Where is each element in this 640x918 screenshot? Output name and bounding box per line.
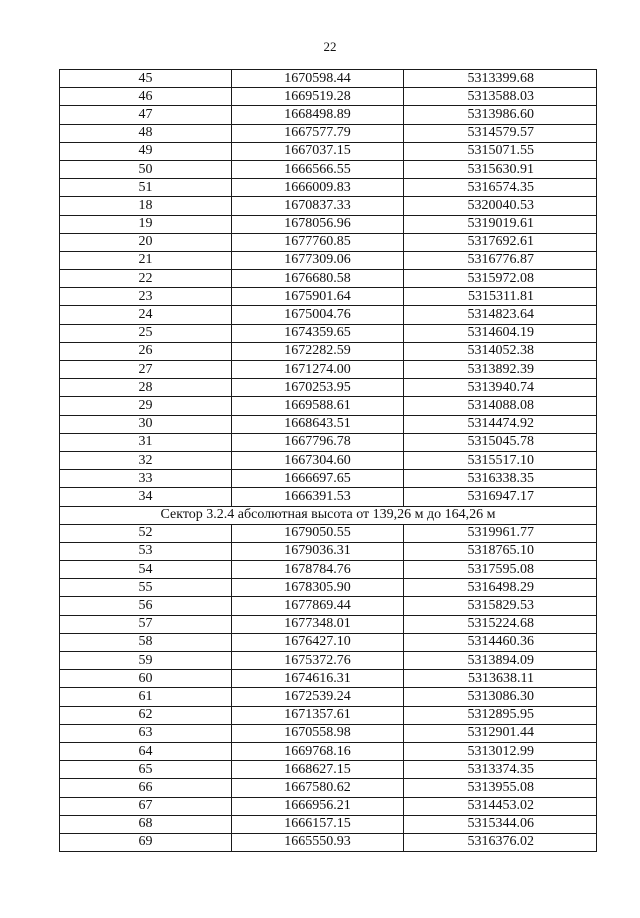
table-row xyxy=(60,142,597,160)
point-number-cell: 56 xyxy=(60,597,232,615)
y-coordinate-cell: 5314579.57 xyxy=(404,124,597,142)
y-coordinate-cell: 5315071.55 xyxy=(404,142,597,160)
point-number-cell: 63 xyxy=(60,724,232,742)
table-row xyxy=(60,361,597,379)
y-coordinate-cell: 5315045.78 xyxy=(404,433,597,451)
table-row xyxy=(60,815,597,833)
x-coordinate-cell: 1677309.06 xyxy=(232,251,404,269)
coordinates-table xyxy=(59,69,597,852)
x-coordinate-cell: 1666157.15 xyxy=(232,815,404,833)
table-row xyxy=(60,633,597,651)
point-number-cell: 50 xyxy=(60,160,232,178)
point-number-cell: 52 xyxy=(60,524,232,542)
table-row xyxy=(60,615,597,633)
y-coordinate-cell: 5317595.08 xyxy=(404,561,597,579)
point-number-cell: 66 xyxy=(60,779,232,797)
y-coordinate-cell: 5319961.77 xyxy=(404,524,597,542)
table-row xyxy=(60,833,597,851)
table-row xyxy=(60,433,597,451)
x-coordinate-cell: 1670253.95 xyxy=(232,379,404,397)
point-number-cell: 45 xyxy=(60,70,232,88)
y-coordinate-cell: 5314604.19 xyxy=(404,324,597,342)
x-coordinate-cell: 1675372.76 xyxy=(232,652,404,670)
x-coordinate-cell: 1669519.28 xyxy=(232,88,404,106)
y-coordinate-cell: 5315972.08 xyxy=(404,270,597,288)
x-coordinate-cell: 1677760.85 xyxy=(232,233,404,251)
table-row xyxy=(60,579,597,597)
y-coordinate-cell: 5314453.02 xyxy=(404,797,597,815)
y-coordinate-cell: 5316947.17 xyxy=(404,488,597,506)
x-coordinate-cell: 1668643.51 xyxy=(232,415,404,433)
y-coordinate-cell: 5316574.35 xyxy=(404,179,597,197)
point-number-cell: 23 xyxy=(60,288,232,306)
point-number-cell: 57 xyxy=(60,615,232,633)
table-row xyxy=(60,797,597,815)
y-coordinate-cell: 5316338.35 xyxy=(404,470,597,488)
point-number-cell: 47 xyxy=(60,106,232,124)
point-number-cell: 53 xyxy=(60,542,232,560)
x-coordinate-cell: 1666956.21 xyxy=(232,797,404,815)
y-coordinate-cell: 5315224.68 xyxy=(404,615,597,633)
point-number-cell: 55 xyxy=(60,579,232,597)
point-number-cell: 34 xyxy=(60,488,232,506)
y-coordinate-cell: 5312895.95 xyxy=(404,706,597,724)
table-row xyxy=(60,397,597,415)
y-coordinate-cell: 5319019.61 xyxy=(404,215,597,233)
table-row xyxy=(60,179,597,197)
x-coordinate-cell: 1667304.60 xyxy=(232,451,404,469)
table-row xyxy=(60,270,597,288)
table-row xyxy=(60,88,597,106)
x-coordinate-cell: 1667037.15 xyxy=(232,142,404,160)
x-coordinate-cell: 1677869.44 xyxy=(232,597,404,615)
y-coordinate-cell: 5315344.06 xyxy=(404,815,597,833)
table-row xyxy=(60,415,597,433)
point-number-cell: 26 xyxy=(60,342,232,360)
point-number-cell: 20 xyxy=(60,233,232,251)
table-row xyxy=(60,688,597,706)
table-row xyxy=(60,742,597,760)
x-coordinate-cell: 1670558.98 xyxy=(232,724,404,742)
x-coordinate-cell: 1675004.76 xyxy=(232,306,404,324)
y-coordinate-cell: 5313012.99 xyxy=(404,742,597,760)
y-coordinate-cell: 5313894.09 xyxy=(404,652,597,670)
x-coordinate-cell: 1679050.55 xyxy=(232,524,404,542)
point-number-cell: 60 xyxy=(60,670,232,688)
table-row xyxy=(60,761,597,779)
y-coordinate-cell: 5313892.39 xyxy=(404,361,597,379)
point-number-cell: 27 xyxy=(60,361,232,379)
x-coordinate-cell: 1667796.78 xyxy=(232,433,404,451)
y-coordinate-cell: 5315829.53 xyxy=(404,597,597,615)
x-coordinate-cell: 1670837.33 xyxy=(232,197,404,215)
table-row xyxy=(60,652,597,670)
y-coordinate-cell: 5313588.03 xyxy=(404,88,597,106)
point-number-cell: 32 xyxy=(60,451,232,469)
point-number-cell: 30 xyxy=(60,415,232,433)
table-row xyxy=(60,451,597,469)
table-row xyxy=(60,215,597,233)
y-coordinate-cell: 5317692.61 xyxy=(404,233,597,251)
coordinates-table-body xyxy=(60,70,597,852)
y-coordinate-cell: 5314823.64 xyxy=(404,306,597,324)
point-number-cell: 68 xyxy=(60,815,232,833)
point-number-cell: 22 xyxy=(60,270,232,288)
page-number: 22 xyxy=(323,39,337,54)
y-coordinate-cell: 5313940.74 xyxy=(404,379,597,397)
x-coordinate-cell: 1668627.15 xyxy=(232,761,404,779)
x-coordinate-cell: 1670598.44 xyxy=(232,70,404,88)
y-coordinate-cell: 5313638.11 xyxy=(404,670,597,688)
point-number-cell: 48 xyxy=(60,124,232,142)
table-row xyxy=(60,342,597,360)
x-coordinate-cell: 1668498.89 xyxy=(232,106,404,124)
point-number-cell: 46 xyxy=(60,88,232,106)
point-number-cell: 65 xyxy=(60,761,232,779)
x-coordinate-cell: 1669588.61 xyxy=(232,397,404,415)
table-row xyxy=(60,379,597,397)
x-coordinate-cell: 1676680.58 xyxy=(232,270,404,288)
x-coordinate-cell: 1669768.16 xyxy=(232,742,404,760)
x-coordinate-cell: 1672539.24 xyxy=(232,688,404,706)
y-coordinate-cell: 5314052.38 xyxy=(404,342,597,360)
y-coordinate-cell: 5312901.44 xyxy=(404,724,597,742)
x-coordinate-cell: 1666697.65 xyxy=(232,470,404,488)
x-coordinate-cell: 1667580.62 xyxy=(232,779,404,797)
y-coordinate-cell: 5316498.29 xyxy=(404,579,597,597)
x-coordinate-cell: 1678784.76 xyxy=(232,561,404,579)
table-row xyxy=(60,470,597,488)
point-number-cell: 69 xyxy=(60,833,232,851)
y-coordinate-cell: 5314474.92 xyxy=(404,415,597,433)
table-row xyxy=(60,288,597,306)
table-row xyxy=(60,124,597,142)
x-coordinate-cell: 1672282.59 xyxy=(232,342,404,360)
point-number-cell: 29 xyxy=(60,397,232,415)
y-coordinate-cell: 5313399.68 xyxy=(404,70,597,88)
x-coordinate-cell: 1678305.90 xyxy=(232,579,404,597)
point-number-cell: 28 xyxy=(60,379,232,397)
point-number-cell: 64 xyxy=(60,742,232,760)
point-number-cell: 59 xyxy=(60,652,232,670)
table-row xyxy=(60,724,597,742)
table-row xyxy=(60,597,597,615)
table-row xyxy=(60,106,597,124)
table-row xyxy=(60,306,597,324)
table-row xyxy=(60,542,597,560)
point-number-cell: 54 xyxy=(60,561,232,579)
x-coordinate-cell: 1675901.64 xyxy=(232,288,404,306)
x-coordinate-cell: 1677348.01 xyxy=(232,615,404,633)
point-number-cell: 51 xyxy=(60,179,232,197)
point-number-cell: 61 xyxy=(60,688,232,706)
table-row xyxy=(60,524,597,542)
point-number-cell: 25 xyxy=(60,324,232,342)
y-coordinate-cell: 5314088.08 xyxy=(404,397,597,415)
point-number-cell: 24 xyxy=(60,306,232,324)
y-coordinate-cell: 5315517.10 xyxy=(404,451,597,469)
point-number-cell: 18 xyxy=(60,197,232,215)
x-coordinate-cell: 1674359.65 xyxy=(232,324,404,342)
y-coordinate-cell: 5314460.36 xyxy=(404,633,597,651)
y-coordinate-cell: 5315311.81 xyxy=(404,288,597,306)
point-number-cell: 67 xyxy=(60,797,232,815)
point-number-cell: 19 xyxy=(60,215,232,233)
y-coordinate-cell: 5313986.60 xyxy=(404,106,597,124)
table-row xyxy=(60,706,597,724)
y-coordinate-cell: 5313086.30 xyxy=(404,688,597,706)
table-row xyxy=(60,324,597,342)
point-number-cell: 31 xyxy=(60,433,232,451)
table-row xyxy=(60,670,597,688)
y-coordinate-cell: 5316376.02 xyxy=(404,833,597,851)
table-row xyxy=(60,488,597,506)
table-row xyxy=(60,197,597,215)
x-coordinate-cell: 1666566.55 xyxy=(232,160,404,178)
table-row xyxy=(60,233,597,251)
point-number-cell: 21 xyxy=(60,251,232,269)
y-coordinate-cell: 5313374.35 xyxy=(404,761,597,779)
x-coordinate-cell: 1671274.00 xyxy=(232,361,404,379)
y-coordinate-cell: 5315630.91 xyxy=(404,160,597,178)
x-coordinate-cell: 1666009.83 xyxy=(232,179,404,197)
y-coordinate-cell: 5313955.08 xyxy=(404,779,597,797)
x-coordinate-cell: 1671357.61 xyxy=(232,706,404,724)
table-row xyxy=(60,160,597,178)
point-number-cell: 49 xyxy=(60,142,232,160)
point-number-cell: 62 xyxy=(60,706,232,724)
section-caption: Сектор 3.2.4 абсолютная высота от 139,26 м до 164,26 м xyxy=(60,506,597,524)
point-number-cell: 58 xyxy=(60,633,232,651)
x-coordinate-cell: 1679036.31 xyxy=(232,542,404,560)
x-coordinate-cell: 1674616.31 xyxy=(232,670,404,688)
x-coordinate-cell: 1678056.96 xyxy=(232,215,404,233)
point-number-cell: 33 xyxy=(60,470,232,488)
table-row xyxy=(60,70,597,88)
y-coordinate-cell: 5320040.53 xyxy=(404,197,597,215)
table-row xyxy=(60,561,597,579)
y-coordinate-cell: 5316776.87 xyxy=(404,251,597,269)
x-coordinate-cell: 1667577.79 xyxy=(232,124,404,142)
x-coordinate-cell: 1666391.53 xyxy=(232,488,404,506)
y-coordinate-cell: 5318765.10 xyxy=(404,542,597,560)
section-caption-row xyxy=(60,506,597,524)
table-row xyxy=(60,251,597,269)
x-coordinate-cell: 1665550.93 xyxy=(232,833,404,851)
x-coordinate-cell: 1676427.10 xyxy=(232,633,404,651)
table-row xyxy=(60,779,597,797)
